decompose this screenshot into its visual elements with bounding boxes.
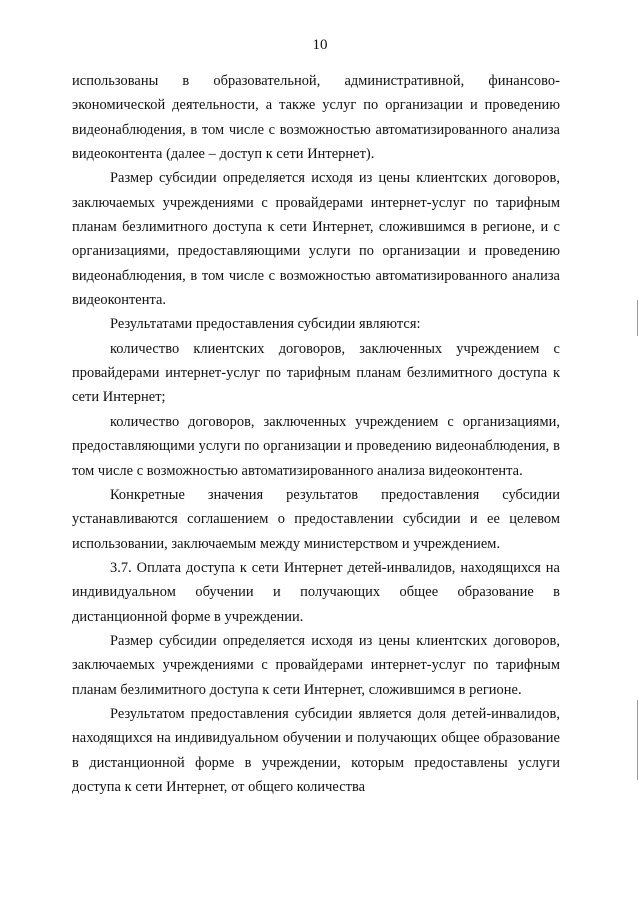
paragraph-results-intro: Результатами предоставления субсидии являются: — [110, 316, 421, 333]
scan-edge-mark — [637, 300, 638, 336]
page-number: 10 — [312, 37, 328, 53]
paragraph-result-internet-contracts: количество клиентских договоров, заключенных учреждением с провайдерами интернет-услуг по тарифным планам безлимитного доступа к сети Интернет; — [72, 340, 560, 406]
scan-edge-mark — [637, 700, 638, 780]
document-body — [72, 69, 560, 799]
paragraph-result-share: Результатом предоставления субсидии является доля детей-инвалидов, находящихся на индивидуальном обучении и получающих общее образование в дистанционной форме в учреждении, которым предоставлены услуги доступа к сети Интернет, от общего количества — [72, 705, 560, 795]
paragraph-subsidy-size: Размер субсидии определяется исходя из цены клиентских договоров, заключаемых учреждениями с провайдерами интернет-услуг по тарифным планам безлимитного доступа к сети Интернет, сложившимся в регионе, и с организациями, предоставляющими услуги по организации и проведению видеонаблюдения, в том числе с возможностью автоматизированного анализа видеоконтента. — [72, 170, 560, 309]
paragraph-result-video-contracts: количество договоров, заключенных учреждением с организациями, предоставляющими услуги по организации и проведению видеонаблюдения, в том числе с возможностью автоматизированного анализа видеоконтента. — [72, 413, 560, 479]
paragraph-subsidy-size-2: Размер субсидии определяется исходя из цены клиентских договоров, заключаемых учреждениями с провайдерами интернет-услуг по тарифным планам безлимитного доступа к сети Интернет, сложившимся в регионе. — [72, 632, 560, 698]
paragraph-continuation: использованы в образовательной, административной, финансово-экономической деятельности, а также услуг по организации и проведению видеонаблюдения, в том числе с возможностью автоматизированного анализа видеоконтента (далее – доступ к сети Интернет). — [72, 73, 560, 163]
paragraph-section-3-7: 3.7. Оплата доступа к сети Интернет детей-инвалидов, находящихся на индивидуальном обучении и получающих общее образование в дистанционной форме в учреждении. — [72, 559, 560, 625]
paragraph-specific-values: Конкретные значения результатов предоставления субсидии устанавливаются соглашением о предоставлении субсидии и ее целевом использовании, заключаемым между министерством и учреждением. — [72, 486, 560, 552]
